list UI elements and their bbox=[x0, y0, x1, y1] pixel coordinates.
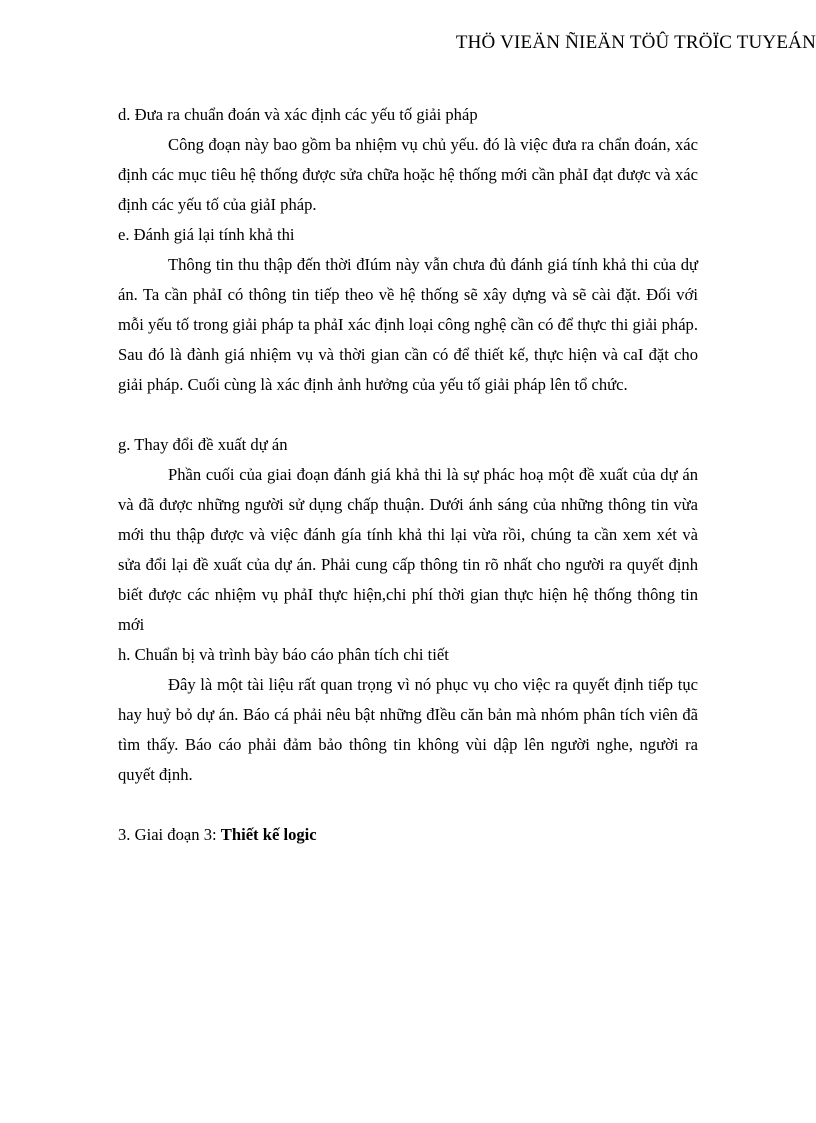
section-h-heading: h. Chuẩn bị và trình bày báo cáo phân tích chi tiết bbox=[118, 645, 449, 664]
stage-3-title: Thiết kế logic bbox=[220, 825, 317, 844]
section-d-heading: d. Đưa ra chuẩn đoán và xác định các yếu tố giải pháp bbox=[118, 105, 478, 124]
section-d-body: Công đoạn này bao gồm ba nhiệm vụ chủ yếu. đó là việc đưa ra chẩn đoán, xác định các mục tiêu hệ thống được sửa chữa hoặc hệ thống mới cần phảI đạt được và xác định các yếu tố của giảI pháp. bbox=[118, 135, 698, 214]
section-e-heading: e. Đánh giá lại tính khả thi bbox=[118, 225, 295, 244]
section-g-body: Phần cuối của giai đoạn đánh giá khả thi là sự phác hoạ một đề xuất của dự án và đã được những người sử dụng chấp thuận. Dưới ánh sáng của những thông tin vừa mới thu thập được và việc đánh gía tính khả thi lại vừa rồi, chúng ta cần xem xét và sửa đổi lại đề xuất của dự án. Phải cung cấp thông tin rõ nhất cho người ra quyết định biết được các nhiệm vụ phảI thực hiện,chi phí thời gian thực hiện hệ thống thông tin mới bbox=[118, 465, 698, 634]
stage-3-heading bbox=[118, 820, 698, 850]
document-body bbox=[118, 100, 698, 850]
section-g-heading: g. Thay đổi đề xuất dự án bbox=[118, 435, 288, 454]
stage-3-prefix: 3. Giai đoạn 3: bbox=[118, 825, 221, 844]
spacer bbox=[118, 400, 698, 430]
spacer bbox=[118, 790, 698, 820]
section-e-body: Thông tin thu thập đến thời đIúm này vẫn chưa đủ đánh giá tính khả thi của dự án. Ta cần phảI có thông tin tiếp theo về hệ thống sẽ xây dựng và sẽ cài đặt. Đối với mỗi yếu tố trong giải pháp ta phảI xác định loại công nghệ cần có để thực thi giải pháp. Sau đó là đành giá nhiệm vụ và thời gian cần có để thiết kế, thực hiện và caI đặt cho giải pháp. Cuối cùng là xác định ảnh hưởng của yếu tố giải pháp lên tổ chức. bbox=[118, 255, 698, 394]
section-h-body: Đây là một tài liệu rất quan trọng vì nó phục vụ cho việc ra quyết định tiếp tục hay huỷ bỏ dự án. Báo cá phải nêu bật những đIều căn bản mà nhóm phân tích viên đã tìm thấy. Báo cáo phải đảm bảo thông tin không vùi dập lên người nghe, người ra quyết định. bbox=[118, 675, 698, 784]
page-header: THÖ VIEÄN ÑIEÄN TÖÛ TRÖÏC TUYEÁN bbox=[455, 32, 816, 53]
